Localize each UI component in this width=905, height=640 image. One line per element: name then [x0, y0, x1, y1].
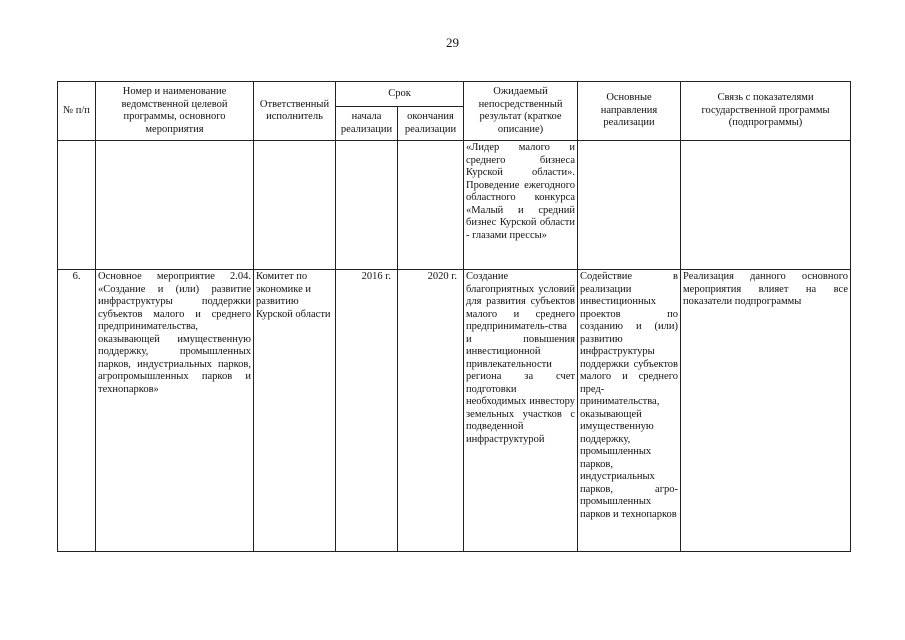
cell-name: Основное мероприятие 2.04. «Создание и (или) развитие инфраструктуры поддержки субъектов малого и среднего предпринимательства, оказывающей имущественную поддержку, промышленных парков, индустриальных парков, агропромышленных парков и технопарков»: [96, 270, 254, 552]
table-row-continued: [58, 141, 851, 270]
program-table: [57, 81, 851, 552]
cell-link: Реализация данного основного мероприятия влияет на все показатели подпрограммы: [681, 270, 851, 552]
cell-result: «Лидер малого и среднего бизнеса Курской области». Проведение ежегодного областного конкурса «Малый и средний бизнес Курской области - глазами прессы»: [464, 141, 578, 270]
cell-directions: Содействие в реализации инвестиционных проектов по созданию и (или) развитию инфраструктуры поддержки субъектов малого и среднего пред-принимательства, оказывающей имущественную поддержку, промышленных парков, индустриальных парков, агро-промышленных парков и технопарков: [578, 270, 681, 552]
cell-link: [681, 141, 851, 270]
cell-end: [398, 141, 464, 270]
header-term: Срок: [336, 82, 464, 107]
cell-directions: [578, 141, 681, 270]
cell-num: 6.: [58, 270, 96, 552]
cell-end: 2020 г.: [398, 270, 464, 552]
header-row-1: [58, 82, 851, 107]
header-num: № п/п: [58, 82, 96, 141]
cell-start: 2016 г.: [336, 270, 398, 552]
header-name: Номер и наименование ведомственной целевой программы, основного мероприятия: [96, 82, 254, 141]
page-number: 29: [446, 35, 459, 50]
header-end: окончания реализации: [398, 107, 464, 141]
table-row-6: [58, 270, 851, 552]
header-link: Связь с показателями государственной программы (подпрограммы): [681, 82, 851, 141]
cell-start: [336, 141, 398, 270]
header-directions: Основные направления реализации: [578, 82, 681, 141]
header-executor: Ответственный исполнитель: [254, 82, 336, 141]
cell-num: [58, 141, 96, 270]
header-result: Ожидаемый непосредственный результат (краткое описание): [464, 82, 578, 141]
cell-result: Создание благоприятных условий для развития субъектов малого и среднего предприниматель-ства и повышения инвестиционной привлекательности региона за счет подготовки необходимых инвестору земельных участков с подведенной инфраструктурой: [464, 270, 578, 552]
cell-executor: Комитет по экономике и развитию Курской области: [254, 270, 336, 552]
cell-name: [96, 141, 254, 270]
header-start: начала реализации: [336, 107, 398, 141]
cell-executor: [254, 141, 336, 270]
